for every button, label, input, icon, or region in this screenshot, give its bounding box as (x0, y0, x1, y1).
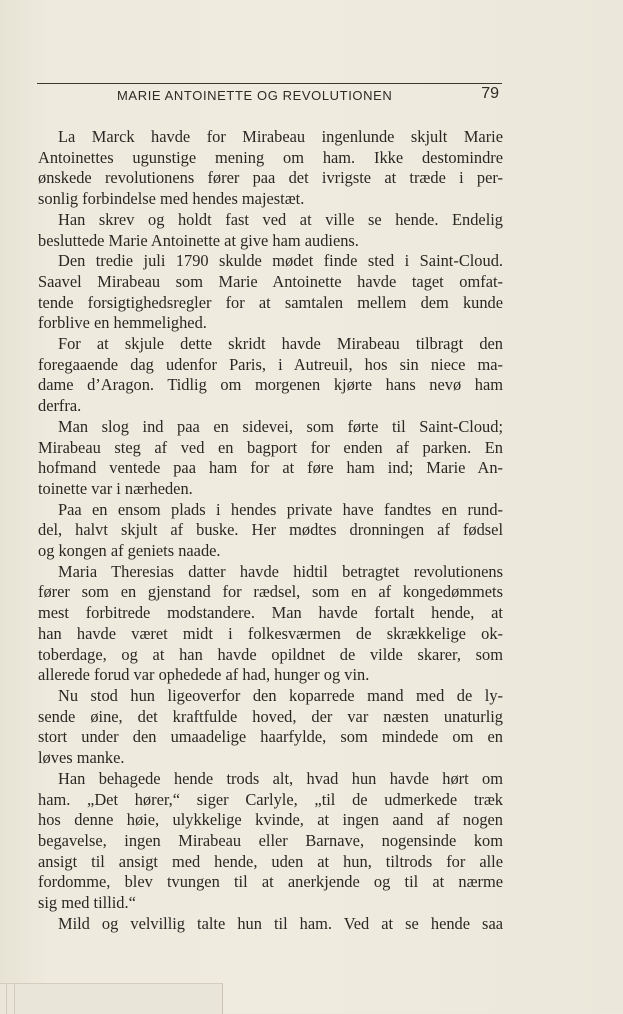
text-line: mest forbitrede modstandere. Man havde fortalt hende, at (38, 603, 503, 623)
text-line: Den tredie juli 1790 skulde mødet finde sted i Saint-Cloud. (58, 251, 503, 271)
text-line: og kongen af geniets naade. (38, 541, 221, 561)
text-line: sende øine, det kraftfulde hoved, der var næsten unaturlig (38, 706, 503, 726)
running-header (37, 83, 502, 108)
text-line: toinette var i nærheden. (38, 478, 193, 498)
text-line: toberdage, og at han havde opildnet de vilde skarer, som (38, 644, 503, 664)
text-line: løves manke. (38, 748, 125, 768)
page-number: 79 (481, 85, 499, 102)
text-line: besluttede Marie Antoinette at give ham audiens. (38, 230, 359, 250)
text-line: sig med tillid.“ (38, 893, 136, 913)
text-line: For at skjule dette skridt havde Mirabeau tilbragt den (58, 334, 503, 354)
text-line: La Marck havde for Mirabeau ingenlunde skjult Marie (58, 127, 503, 146)
text-line: Mild og velvillig talte hun til ham. Ved at se hende saa (58, 913, 503, 933)
text-line: dame d’Aragon. Tidlig om morgenen kjørte hans nevø ham (38, 375, 503, 395)
text-line: Mirabeau steg af ved en bagport for enden af parken. En (38, 437, 503, 457)
text-line: Saavel Mirabeau som Marie Antoinette havde taget omfat- (38, 271, 503, 291)
text-line: Han skrev og holdt fast ved at ville se hende. Endelig (58, 209, 503, 229)
text-line: hos denne høie, ulykkelige kvinde, at ingen aand af nogen (38, 810, 503, 830)
text-line: ønskede revolutionens fører paa det ivrigste at træde i per- (38, 168, 503, 188)
text-line: Man slog ind paa en sidevei, som førte til Saint-Cloud; (58, 416, 503, 436)
text-line: tende forsigtighedsregler for at samtalen mellem dem kunde (38, 292, 503, 312)
text-line: Nu stod hun ligeoverfor den koparrede mand med de ly- (58, 685, 503, 705)
text-line: begavelse, ingen Mirabeau eller Barnave, nogensinde kom (38, 830, 503, 850)
page-edge-strip (0, 983, 223, 1014)
text-line: Paa en ensom plads i hendes private have fandtes en rund- (58, 499, 503, 519)
text-line: han havde været midt i folkesværmen de skrækkelige ok- (38, 623, 503, 643)
text-line: fører som en gjenstand for rædsel, som en af kongedømmets (38, 582, 503, 602)
text-line: derfra. (38, 396, 82, 416)
text-line: stort under den umaadelige haarfylde, som mindede om en (38, 727, 503, 747)
text-line: ham. „Det hører,“ siger Carlyle, „til de udmerkede træk (38, 789, 503, 809)
body-text (38, 127, 503, 934)
text-line: fordomme, blev tvungen til at anerkjende og til at nærme (38, 872, 503, 892)
text-line: del, halvt skjult af buske. Her mødtes dronningen af fødsel (38, 520, 503, 540)
text-line: hofmand ventede paa ham for at føre ham ind; Marie An- (38, 458, 503, 478)
running-title: MARIE ANTOINETTE OG REVOLUTIONEN (117, 88, 393, 103)
text-line: ansigt til ansigt med hende, uden at hun, tiltrods for alle (38, 851, 503, 871)
text-line: foregaaende dag udenfor Paris, i Autreuil, hos sin niece ma- (38, 354, 503, 374)
text-line: sonlig forbindelse med hendes majestæt. (38, 189, 305, 209)
text-line: Maria Theresias datter havde hidtil betragtet revolutionens (58, 561, 503, 581)
text-line: forblive en hemmelighed. (38, 313, 207, 333)
text-line: allerede forud var ophedede af had, hunger og vin. (38, 665, 370, 685)
text-line: Antoinettes ugunstige mening om ham. Ikke destomindre (38, 147, 503, 167)
text-line: Han behagede hende trods alt, hvad hun havde hørt om (58, 768, 503, 788)
